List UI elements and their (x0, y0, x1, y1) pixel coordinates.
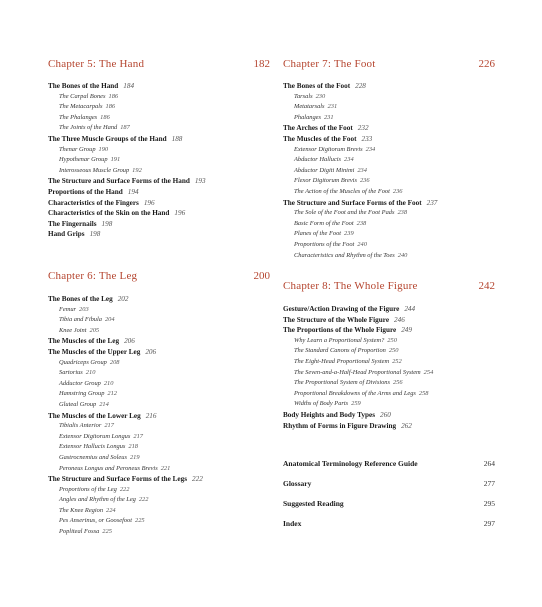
toc-entry (48, 81, 270, 92)
toc-entry-page: 198 (101, 219, 113, 228)
toc-entry-page: 194 (127, 187, 139, 196)
toc-entry-page: 260 (380, 410, 391, 419)
toc-subentry (283, 378, 495, 389)
toc-subentry (48, 368, 270, 379)
toc-entry-title: Peroneus Longus and Peroneus Brevis (59, 464, 158, 472)
toc-entry-page: 262 (401, 421, 412, 430)
toc-entry-page: 233 (361, 134, 373, 143)
toc-entry-title: The Structure and Surface Forms of the Hand (48, 177, 190, 186)
toc-subentry (283, 102, 495, 113)
toc-entry (283, 325, 495, 336)
toc-subentry (283, 336, 495, 347)
toc-entry-title: Pes Anserinus, or Goosefoot (59, 517, 133, 525)
toc-entry-page: 249 (401, 326, 412, 335)
toc-subentry (283, 251, 495, 262)
toc-subentry (48, 506, 270, 517)
toc-entry-title: Knee Joint (59, 326, 87, 334)
toc-entry-page: 244 (404, 305, 416, 313)
toc-entry (48, 336, 270, 347)
toc-entry-title: Hand Grips (48, 230, 85, 239)
toc-entry-page: 250 (387, 336, 397, 344)
toc-entry-page: 256 (392, 379, 403, 387)
toc-entry-page: 217 (133, 432, 143, 440)
toc-subentry (283, 389, 495, 400)
toc-subentry (283, 187, 495, 198)
toc-entry-page: 234 (365, 145, 376, 153)
toc-entry-title: The Muscles of the Upper Leg (48, 347, 141, 356)
toc-subentry (48, 379, 270, 390)
toc-subentry (283, 219, 495, 230)
toc-entry-page: 232 (357, 124, 369, 133)
toc-entry-title: Rhythm of Forms in Figure Drawing (283, 421, 397, 430)
toc-subentry (48, 305, 270, 316)
toc-subentry (48, 145, 270, 156)
toc-entry-page: 186 (105, 103, 116, 111)
toc-entry-page: 236 (392, 187, 403, 195)
toc-entry-title: Basic Form of the Foot (294, 219, 354, 227)
chapter-5-entries (48, 81, 270, 240)
toc-entry-title: The Muscles of the Leg (48, 337, 120, 346)
toc-entry (48, 187, 270, 198)
toc-entry-page: 254 (423, 368, 434, 376)
toc-entry (283, 198, 495, 209)
toc-subentry (283, 357, 495, 368)
toc-entry-title: Proportional Breakdowns of the Arms and Legs (294, 389, 416, 397)
toc-entry-title: Characteristics of the Fingers (48, 198, 139, 207)
toc-entry-title: Gesture/Action Drawing of the Figure (283, 305, 400, 313)
chapter-title: Chapter 5: The Hand (48, 58, 145, 70)
toc-entry-title: The Proportional System of Divisions (294, 379, 390, 387)
toc-entry-title: Abductor Digiti Minimi (294, 166, 355, 174)
toc-entry-page: 212 (107, 390, 117, 398)
chapter-title: Chapter 6: The Leg (48, 270, 138, 282)
toc-entry-page: 239 (344, 230, 354, 238)
toc-entry-page: 216 (145, 411, 157, 420)
toc-entry (283, 315, 495, 326)
toc-entry-page: 222 (138, 496, 149, 504)
back-matter-item: Glossary 277 (283, 479, 495, 488)
toc-entry-page: 190 (98, 145, 109, 153)
toc-entry (283, 304, 495, 315)
toc-entry-title: Proportions of the Hand (48, 187, 123, 196)
toc-entry-page: 206 (145, 347, 157, 356)
toc-entry-title: The Eight-Head Proportional System (294, 357, 390, 365)
toc-entry-title: The Phalanges (59, 113, 98, 121)
toc-subentry (48, 166, 270, 177)
toc-entry-title: The Proportions of the Whole Figure (283, 326, 397, 335)
toc-entry-page: 222 (192, 475, 203, 484)
toc-entry-title: The Structure of the Whole Figure (283, 315, 390, 324)
toc-entry-title: The Bones of the Foot (283, 82, 351, 90)
toc-subentry (283, 229, 495, 240)
toc-entry-title: Proportions of the Leg (59, 485, 117, 493)
toc-entry (48, 347, 270, 358)
toc-subentry (283, 240, 495, 251)
toc-entry-title: The Muscles of the Lower Leg (48, 411, 141, 420)
toc-entry-page: 225 (135, 517, 145, 525)
toc-entry-title: Metatarsals (294, 103, 325, 111)
toc-entry-page: 237 (426, 198, 438, 207)
toc-entry (48, 411, 270, 422)
toc-subentry (48, 92, 270, 103)
back-matter-item: Suggested Reading 295 (283, 499, 495, 508)
toc-entry (48, 219, 270, 230)
toc-entry (48, 176, 270, 187)
toc-entry-page: 208 (109, 358, 120, 366)
toc-entry-title: Sartorius (59, 369, 83, 377)
toc-entry-page: 214 (99, 400, 109, 408)
toc-entry-title: Abductor Hallucis (294, 156, 342, 164)
toc-subentry (48, 432, 270, 443)
toc-entry-page: 234 (357, 166, 367, 174)
chapter-heading-5 (48, 58, 270, 74)
toc-entry-title: Thenar Group (59, 145, 96, 153)
toc-entry-title: The Bones of the Leg (48, 295, 113, 303)
toc-subentry (48, 389, 270, 400)
toc-subentry (283, 176, 495, 187)
toc-subentry (283, 166, 495, 177)
toc-entry-page: 231 (323, 113, 334, 121)
toc-entry (283, 410, 495, 421)
toc-subentry (48, 400, 270, 411)
toc-entry-page: 204 (104, 316, 115, 324)
toc-entry-page: 228 (355, 82, 366, 90)
toc-entry-title: The Muscles of the Foot (283, 134, 357, 143)
toc-subentry (283, 368, 495, 379)
toc-entry-page: 210 (103, 379, 114, 387)
toc-entry-title: The Sole of the Foot and the Foot Pads (294, 209, 395, 217)
toc-entry-page: 222 (119, 485, 130, 493)
toc-entry-title: Proportions of the Foot (294, 240, 355, 248)
toc-subentry (48, 123, 270, 134)
toc-entry-title: Widths of Body Parts (294, 400, 349, 408)
toc-entry-page: 205 (89, 326, 100, 334)
toc-entry-page: 187 (120, 124, 130, 132)
chapter-title: Chapter 8: The Whole Figure (283, 280, 418, 292)
toc-entry-title: Quadriceps Group (59, 358, 107, 366)
toc-subentry (48, 326, 270, 337)
toc-entry-page: 221 (160, 464, 171, 472)
toc-entry (283, 123, 495, 134)
toc-entry-page: 192 (132, 166, 142, 174)
toc-subentry (48, 453, 270, 464)
toc-entry-title: Flexor Digitorum Brevis (294, 177, 357, 185)
toc-entry-page: 236 (359, 177, 370, 185)
toc-entry-page: 258 (418, 389, 429, 397)
toc-entry-page: 218 (128, 443, 138, 451)
toc-entry-page: 219 (129, 453, 140, 461)
toc-subentry (48, 485, 270, 496)
toc-entry-page: 231 (327, 103, 338, 111)
chapter-page: 226 (478, 58, 495, 70)
toc-entry-page: 191 (110, 156, 121, 164)
toc-entry-title: The Three Muscle Groups of the Hand (48, 134, 167, 143)
toc-entry (48, 198, 270, 209)
toc-entry-page: 184 (123, 82, 135, 90)
toc-subentry (48, 315, 270, 326)
chapter-8-entries (283, 304, 495, 431)
toc-entry-page: 225 (102, 528, 112, 536)
toc-entry-page: 230 (315, 92, 326, 100)
toc-entry-title: The Seven-and-a-Half-Head Proportional System (294, 368, 421, 376)
toc-entry-page: 206 (124, 337, 135, 346)
toc-entry-title: The Structure and Surface Forms of the Foot (283, 198, 422, 207)
toc-entry (283, 81, 495, 92)
toc-entry-page: 259 (351, 400, 361, 408)
chapter-page: 200 (253, 270, 270, 282)
toc-entry-page: 186 (100, 113, 110, 121)
toc-entry-title: The Bones of the Hand (48, 82, 119, 90)
toc-entry-page: 217 (104, 422, 114, 430)
toc-entry-title: Planes of the Foot (294, 230, 342, 238)
toc-entry-page: 210 (85, 369, 96, 377)
toc-entry-title: Adductor Group (59, 379, 101, 387)
toc-entry (283, 421, 495, 432)
chapter-heading-6 (48, 270, 270, 286)
toc-entry-page: 196 (143, 198, 155, 207)
toc-entry-page: 246 (394, 315, 405, 324)
toc-entry-title: Extensor Digitorum Longus (59, 432, 131, 440)
toc-entry-title: The Structure and Surface Forms of the Legs (48, 475, 188, 484)
toc-entry-page: 240 (357, 240, 367, 248)
toc-subentry (48, 102, 270, 113)
toc-entry-page: 238 (397, 209, 408, 217)
toc-entry-page: 238 (356, 219, 367, 227)
toc-entry-title: Tibialis Anterior (59, 422, 102, 430)
toc-entry (48, 474, 270, 485)
toc-entry (48, 208, 270, 219)
toc-entry-title: The Joints of the Hand (59, 124, 118, 132)
toc-entry (48, 294, 270, 305)
toc-subentry (48, 527, 270, 538)
toc-subentry (48, 358, 270, 369)
toc-subentry (283, 113, 495, 124)
toc-subentry (48, 516, 270, 527)
chapter-title: Chapter 7: The Foot (283, 58, 376, 70)
toc-subentry (48, 155, 270, 166)
toc-entry-title: Why Learn a Proportional System? (294, 336, 385, 344)
toc-entry-page: 203 (79, 305, 89, 313)
toc-entry-page: 252 (392, 357, 402, 365)
toc-entry-page: 240 (397, 251, 408, 259)
toc-entry-title: Extensor Hallucis Longus (59, 443, 126, 451)
toc-entry-page: 188 (171, 134, 183, 143)
toc-entry-title: The Action of the Muscles of the Foot (294, 187, 390, 195)
toc-entry-title: Femur (59, 305, 77, 313)
toc-entry-page: 202 (117, 295, 129, 303)
chapter-7-entries (283, 81, 495, 261)
toc-entry-title: Body Heights and Body Types (283, 410, 376, 419)
toc-entry-title: Extensor Digitorum Brevis (294, 145, 363, 153)
toc-subentry (283, 399, 495, 410)
toc-entry-title: Phalanges (294, 113, 321, 121)
toc-entry-page: 198 (89, 230, 101, 239)
toc-entry-page: 224 (106, 506, 116, 514)
back-matter-item: Anatomical Terminology Reference Guide 264 (283, 459, 495, 468)
toc-entry-title: Popliteal Fossa (59, 528, 100, 536)
toc-subentry (283, 145, 495, 156)
toc-entry-title: Gluteal Group (59, 400, 97, 408)
toc-entry-title: Gastrocnemius and Soleus (59, 453, 127, 461)
toc-subentry (48, 421, 270, 432)
toc-entry-title: Characteristics of the Skin on the Hand (48, 209, 170, 218)
toc-entry-page: 196 (174, 209, 186, 218)
toc-entry (48, 134, 270, 145)
toc-entry-title: The Knee Region (59, 506, 104, 514)
toc-subentry (283, 208, 495, 219)
toc-entry-page: 234 (344, 156, 354, 164)
toc-entry-title: Hypothenar Group (59, 156, 108, 164)
toc-subentry (48, 464, 270, 475)
toc-entry-page: 250 (388, 347, 399, 355)
toc-entry-page: 186 (108, 92, 119, 100)
toc-entry-title: The Standard Canons of Proportion (294, 347, 386, 355)
chapter-heading-8 (283, 280, 495, 296)
toc-subentry (283, 346, 495, 357)
toc-entry-title: The Fingernails (48, 219, 97, 228)
toc-entry-title: The Arches of the Foot (283, 124, 353, 133)
toc-entry-title: Angles and Rhythm of the Leg (59, 496, 136, 504)
toc-entry (48, 229, 270, 240)
toc-subentry (48, 442, 270, 453)
toc-entry-page: 193 (194, 177, 206, 186)
toc-entry-title: The Metacarpals (59, 103, 103, 111)
toc-entry-title: Hamstring Group (59, 390, 105, 398)
toc-entry (283, 134, 495, 145)
toc-subentry (283, 92, 495, 103)
chapter-6-entries (48, 294, 270, 538)
chapter-heading-7 (283, 58, 495, 74)
chapter-page: 182 (253, 58, 270, 70)
toc-subentry (48, 495, 270, 506)
toc-subentry (283, 155, 495, 166)
toc-entry-title: The Carpal Bones (59, 92, 106, 100)
toc-entry-title: Characteristics and Rhythm of the Toes (294, 251, 395, 259)
toc-entry-title: Tibia and Fibula (59, 316, 102, 324)
back-matter-item: Index 297 (283, 519, 495, 528)
chapter-page: 242 (478, 280, 495, 292)
toc-entry-title: Tarsals (294, 92, 313, 100)
toc-entry-title: Interosseous Muscle Group (59, 166, 130, 174)
toc-subentry (48, 113, 270, 124)
